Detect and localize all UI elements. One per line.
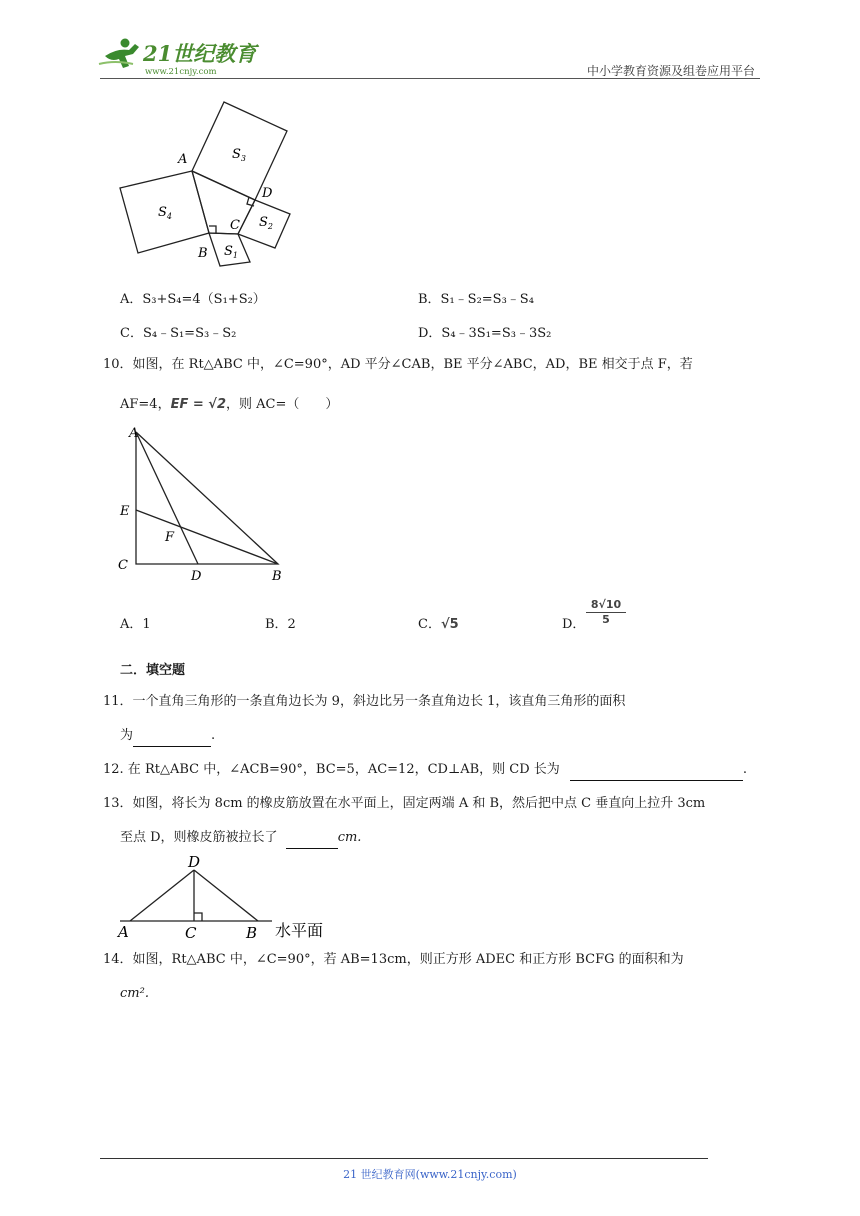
fig10-label-d: D — [191, 569, 202, 584]
fig9-label-s3: $S_3$ — [232, 147, 246, 163]
fig9-label-a: A — [178, 152, 188, 167]
fig10-label-f: F — [165, 530, 175, 545]
q10-line2 — [120, 395, 338, 415]
runner-logo-icon — [99, 39, 139, 69]
section-fill-in-title: 二．填空题 — [120, 663, 186, 678]
q9-option-d: D．S₄﹣3S₁=S₃﹣3S₂ — [418, 326, 552, 341]
q14-line1: 14．如图，Rt△ABC 中，∠C=90°，若 AB=13cm，则正方形 ADEC 和正方形 BCFG 的面积和为 — [103, 952, 684, 967]
q12-answer-blank[interactable] — [570, 760, 743, 781]
q10-af-text: AF=4， — [120, 397, 171, 412]
q11-line1: 11．一个直角三角形的一条直角边长为 9，斜边比另一条直角边长 1，该直角三角形的面积 — [103, 694, 626, 709]
fig10-label-c: C — [118, 558, 128, 573]
q10-option-c-formula: √5 — [440, 617, 459, 632]
q12-line: 12. 在 Rt△ABC 中，∠ACB=90°，BC=5，AC=12，CD⊥AB，则 CD 长为 . — [103, 760, 747, 781]
header-platform-text: 中小学教育资源及组卷应用平台 — [586, 64, 755, 78]
q10-figure — [112, 420, 297, 589]
q13-line2: 至点 D，则橡皮筋被拉长了 cm. — [120, 828, 361, 849]
header-divider — [100, 78, 760, 79]
q14-line2: cm². — [120, 986, 149, 1001]
fig9-label-c: C — [230, 218, 240, 233]
fig13-label-plane: 水平面 — [275, 921, 324, 940]
q10-option-c: C．√5 — [418, 617, 459, 632]
fig13-label-b: B — [246, 924, 258, 942]
fig9-label-s2: $S_2$ — [259, 215, 273, 231]
site-logo — [95, 34, 260, 78]
fig10-label-a: A — [129, 426, 139, 441]
q13-line1: 13．如图，将长为 8cm 的橡皮筋放置在水平面上，固定两端 A 和 B，然后把中点 C 垂直向上拉升 3cm — [103, 796, 706, 811]
q10-option-d-fraction: 8√10 5 — [586, 598, 626, 626]
q9-figure — [112, 96, 302, 280]
q9-figure-labels — [158, 147, 273, 261]
q9-option-c: C．S₄﹣S₁=S₃﹣S₂ — [120, 326, 237, 341]
fig9-label-d: D — [262, 186, 273, 201]
fig10-label-b: B — [272, 569, 282, 584]
fig9-label-s1: $S_1$ — [224, 244, 238, 260]
q10-ac-text: ，则 AC=（ ） — [226, 397, 339, 412]
fig10-label-e: E — [120, 504, 130, 519]
footer-divider — [100, 1158, 708, 1159]
q13-answer-blank[interactable] — [286, 828, 338, 849]
q10-option-b: B．2 — [265, 617, 296, 632]
footer-link[interactable]: 21 世纪教育网(www.21cnjy.com) — [343, 1168, 517, 1181]
q11-line2: 为 . — [120, 726, 215, 747]
q9-option-a: A．S₃+S₄=4（S₁+S₂） — [120, 292, 266, 307]
fig13-label-a: A — [118, 923, 129, 941]
fig9-label-b: B — [198, 246, 208, 261]
q10-ef-formula: EF = √2 — [170, 397, 226, 412]
q10-line1: 10．如图，在 Rt△ABC 中，∠C=90°，AD 平分∠CAB，BE 平分∠ABC，AD，BE 相交于点 F，若 — [103, 357, 693, 372]
fig13-label-c: C — [185, 924, 197, 942]
q11-answer-blank[interactable] — [133, 726, 211, 747]
fig13-label-d: D — [188, 853, 201, 871]
logo-text: 21世纪教育 — [143, 41, 257, 66]
fig9-label-s4: $S_4$ — [158, 205, 172, 221]
q9-option-b: B．S₁﹣S₂=S₃﹣S₄ — [418, 292, 534, 307]
q10-option-a: A．1 — [120, 617, 151, 632]
logo-url: www.21cnjy.com — [145, 67, 217, 77]
q13-figure — [112, 852, 332, 948]
